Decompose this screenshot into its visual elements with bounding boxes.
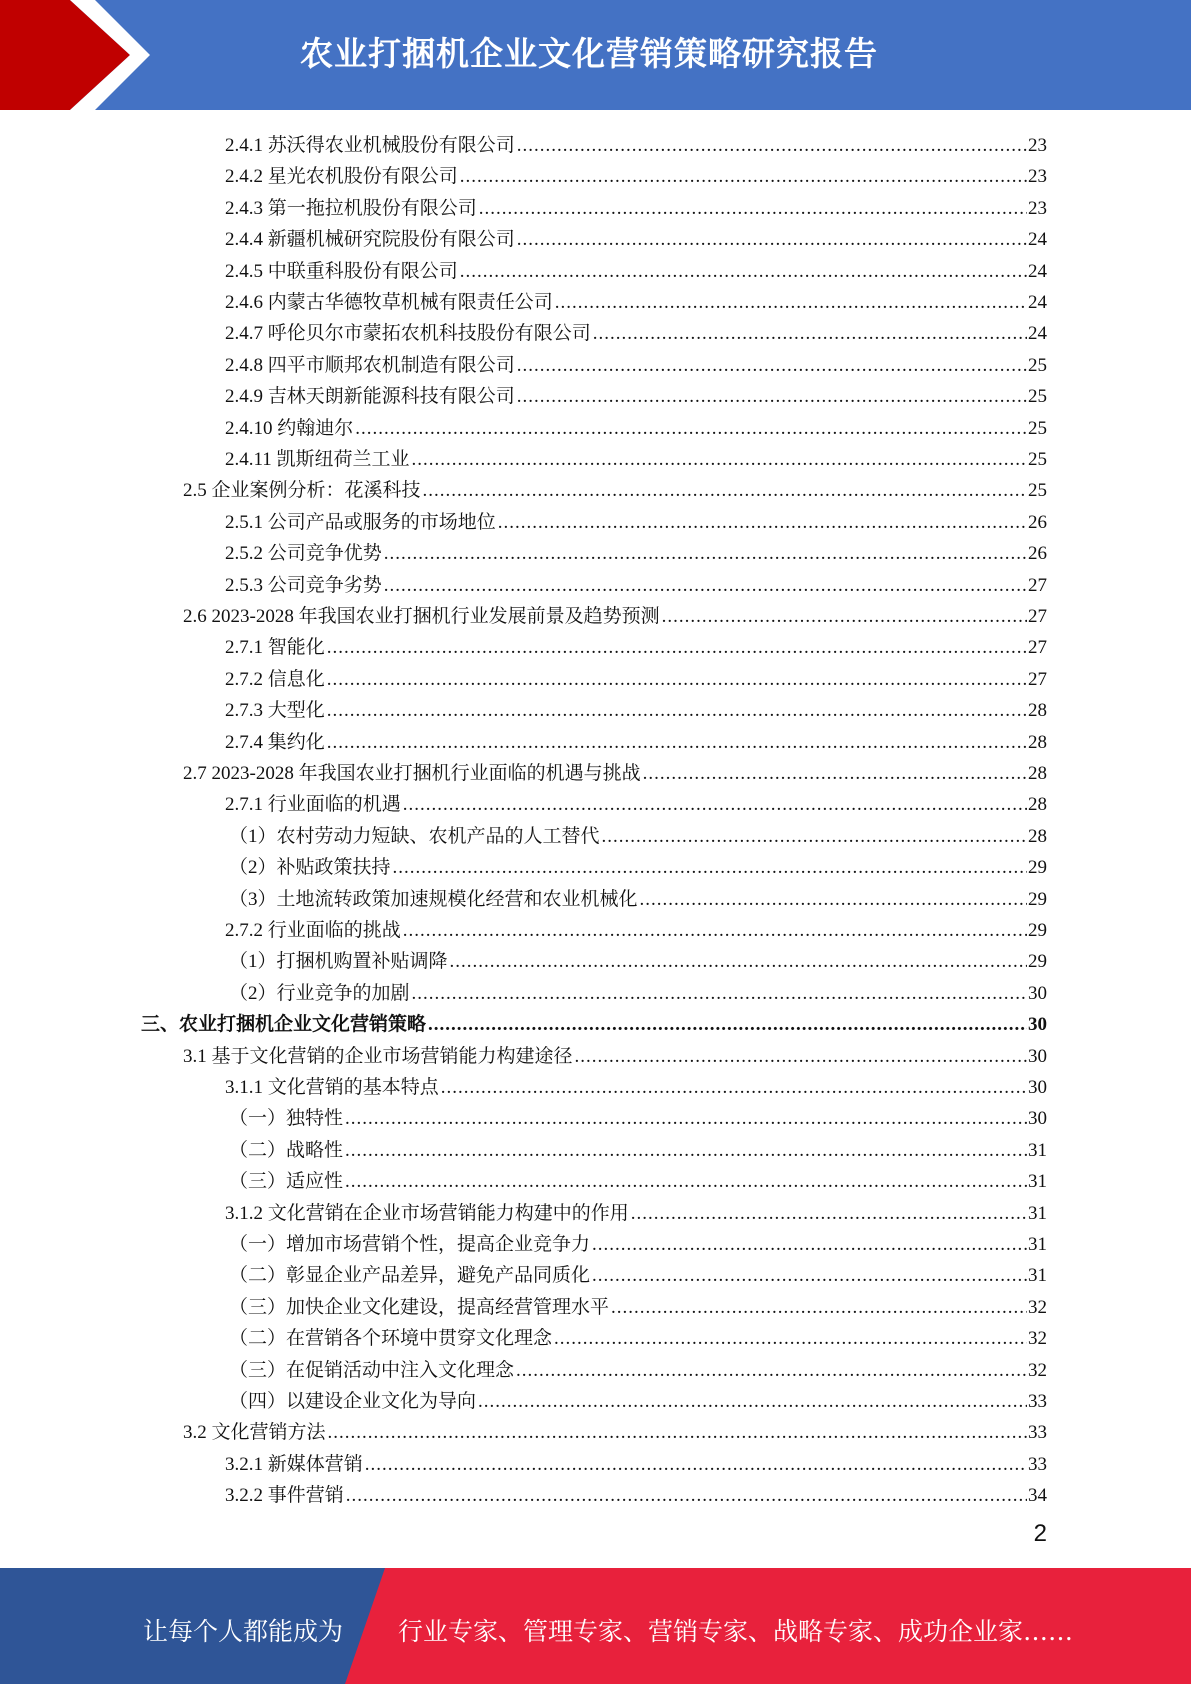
toc-dot-leader — [393, 856, 1027, 880]
toc-entry-title: （1）农村劳动力短缺、农机产品的人工替代 — [229, 826, 600, 847]
toc-entry-page: 25 — [1028, 480, 1047, 501]
toc-entry-page: 24 — [1028, 323, 1047, 344]
toc-dot-leader — [554, 1327, 1027, 1351]
toc-entry-page: 29 — [1028, 889, 1047, 910]
toc-entry-page: 32 — [1028, 1297, 1047, 1318]
toc-entry-title: （1）打捆机购置补贴调降 — [229, 951, 448, 972]
toc-entry-page: 30 — [1028, 983, 1047, 1004]
toc-entry-page: 30 — [1028, 1014, 1047, 1035]
toc-entry-title: （一）增加市场营销个性，提高企业竞争力 — [229, 1234, 591, 1255]
toc-entry-page: 33 — [1028, 1391, 1047, 1412]
toc-dot-leader — [345, 1170, 1027, 1194]
toc-entry[interactable] — [183, 1038, 1047, 1069]
toc-entry-title: 2.7.1 智能化 — [225, 637, 325, 658]
toc-entry-title: 2.7.2 行业面临的挑战 — [225, 920, 401, 941]
toc-entry-page: 27 — [1028, 669, 1047, 690]
toc-entry-page: 27 — [1028, 637, 1047, 658]
toc-entry-page: 33 — [1028, 1454, 1047, 1475]
toc-entry[interactable] — [225, 410, 1047, 441]
toc-entry[interactable] — [229, 1383, 1047, 1414]
page-number: 2 — [1033, 1520, 1047, 1547]
toc-entry-title: 3.2 文化营销方法 — [183, 1422, 326, 1443]
toc-entry[interactable] — [225, 661, 1047, 692]
toc-entry[interactable] — [229, 1320, 1047, 1351]
toc-dot-leader — [384, 574, 1027, 598]
toc-entry-title: （四）以建设企业文化为导向 — [229, 1391, 477, 1412]
page-footer — [0, 1568, 1191, 1684]
toc-dot-leader — [517, 228, 1027, 252]
page-header — [0, 0, 1191, 110]
toc-entry[interactable] — [183, 472, 1047, 503]
toc-entry-page: 29 — [1028, 951, 1047, 972]
footer-slogan-left: 让每个人都能成为 — [143, 1617, 344, 1646]
toc-entry-title: 2.5.2 公司竞争优势 — [225, 543, 382, 564]
toc-entry-title: 3.2.1 新媒体营销 — [225, 1454, 363, 1475]
toc-entry[interactable] — [229, 849, 1047, 880]
toc-entry-title: 2.4.7 呼伦贝尔市蒙拓农机科技股份有限公司 — [225, 323, 591, 344]
toc-entry-title: 2.6 2023-2028 年我国农业打捆机行业发展前景及趋势预测 — [183, 606, 660, 627]
toc-entry-title: 2.5.3 公司竞争劣势 — [225, 575, 382, 596]
toc-dot-leader — [355, 417, 1027, 441]
toc-dot-leader — [328, 1421, 1027, 1445]
toc-entry-page: 31 — [1028, 1234, 1047, 1255]
toc-entry-title: 2.4.4 新疆机械研究院股份有限公司 — [225, 229, 515, 250]
toc-dot-leader — [327, 699, 1027, 723]
toc-entry-page: 32 — [1028, 1360, 1047, 1381]
toc-dot-leader — [428, 1013, 1027, 1037]
toc-entry-title: （三）在促销活动中注入文化理念 — [229, 1360, 515, 1381]
toc-entry-page: 28 — [1028, 794, 1047, 815]
toc-entry-title: 三、农业打捆机企业文化营销策略 — [141, 1014, 427, 1035]
toc-entry-page: 31 — [1028, 1140, 1047, 1161]
toc-dot-leader — [384, 542, 1027, 566]
toc-dot-leader — [403, 793, 1027, 817]
toc-entry[interactable] — [183, 1414, 1047, 1445]
toc-entry[interactable] — [225, 1069, 1047, 1100]
toc-dot-leader — [412, 982, 1027, 1006]
toc-entry[interactable] — [229, 1100, 1047, 1131]
toc-entry[interactable] — [225, 912, 1047, 943]
toc-entry[interactable] — [225, 504, 1047, 535]
toc-entry[interactable] — [229, 1257, 1047, 1288]
toc-entry[interactable] — [141, 1006, 1047, 1037]
toc-entry-title: 2.7 2023-2028 年我国农业打捆机行业面临的机遇与挑战 — [183, 763, 641, 784]
toc-entry-page: 23 — [1028, 135, 1047, 156]
toc-entry-page: 24 — [1028, 229, 1047, 250]
toc-dot-leader — [346, 1484, 1027, 1508]
toc-entry-page: 27 — [1028, 575, 1047, 596]
toc-dot-leader — [460, 165, 1027, 189]
toc-entry-title: 3.1.1 文化营销的基本特点 — [225, 1077, 439, 1098]
toc-entry-page: 24 — [1028, 261, 1047, 282]
toc-entry-page: 26 — [1028, 543, 1047, 564]
toc-entry-title: 2.7.4 集约化 — [225, 732, 325, 753]
toc-entry[interactable] — [225, 315, 1047, 346]
toc-entry-page: 23 — [1028, 166, 1047, 187]
toc-entry-page: 29 — [1028, 857, 1047, 878]
toc-dot-leader — [460, 260, 1027, 284]
toc-entry[interactable] — [229, 881, 1047, 912]
toc-entry-page: 30 — [1028, 1077, 1047, 1098]
toc-entry[interactable] — [229, 975, 1047, 1006]
toc-dot-leader — [592, 1264, 1027, 1288]
toc-dot-leader — [327, 636, 1027, 660]
toc-entry-page: 33 — [1028, 1422, 1047, 1443]
toc-entry[interactable] — [225, 190, 1047, 221]
toc-dot-leader — [327, 731, 1027, 755]
toc-dot-leader — [423, 479, 1027, 503]
toc-entry-title: 2.4.8 四平市顺邦农机制造有限公司 — [225, 355, 515, 376]
toc-entry-title: 2.5.1 公司产品或服务的市场地位 — [225, 512, 496, 533]
toc-dot-leader — [611, 1296, 1027, 1320]
toc-entry-page: 31 — [1028, 1171, 1047, 1192]
toc-entry[interactable] — [225, 535, 1047, 566]
toc-entry-page: 27 — [1028, 606, 1047, 627]
toc-dot-leader — [662, 605, 1027, 629]
toc-entry-page: 29 — [1028, 920, 1047, 941]
toc-dot-leader — [450, 950, 1027, 974]
toc-dot-leader — [327, 668, 1027, 692]
toc-entry-page: 28 — [1028, 700, 1047, 721]
toc-entry-title: （二）在营销各个环境中贯穿文化理念 — [229, 1328, 553, 1349]
toc-entry[interactable] — [225, 1195, 1047, 1226]
toc-entry-page: 23 — [1028, 198, 1047, 219]
toc-entry-title: 2.5 企业案例分析：花溪科技 — [183, 480, 421, 501]
toc-entry-page: 31 — [1028, 1265, 1047, 1286]
toc-entry[interactable] — [225, 1477, 1047, 1508]
toc-entry-page: 28 — [1028, 763, 1047, 784]
toc-dot-leader — [441, 1076, 1027, 1100]
toc-entry[interactable] — [229, 1352, 1047, 1383]
toc-entry-title: （二）战略性 — [229, 1140, 344, 1161]
toc-entry-title: （3）土地流转政策加速规模化经营和农业机械化 — [229, 889, 638, 910]
toc-entry[interactable] — [229, 943, 1047, 974]
toc-dot-leader — [517, 134, 1027, 158]
toc-entry-title: （二）彰显企业产品差异，避免产品同质化 — [229, 1265, 591, 1286]
toc-dot-leader — [516, 1359, 1027, 1383]
toc-entry-page: 24 — [1028, 292, 1047, 313]
toc-dot-leader — [593, 322, 1027, 346]
toc-entry-page: 25 — [1028, 418, 1047, 439]
toc-entry-title: 2.4.2 星光农机股份有限公司 — [225, 166, 458, 187]
toc-entry-title: 2.4.3 第一拖拉机股份有限公司 — [225, 198, 477, 219]
toc-entry-title: （2）行业竞争的加剧 — [229, 983, 410, 1004]
toc-entry[interactable] — [229, 1226, 1047, 1257]
toc-entry[interactable] — [225, 158, 1047, 189]
toc-entry-title: 2.4.10 约翰迪尔 — [225, 418, 354, 439]
toc-entry-title: 2.4.11 凯斯纽荷兰工业 — [225, 449, 410, 470]
toc-dot-leader — [403, 919, 1027, 943]
toc-entry-title: 2.4.6 内蒙古华德牧草机械有限责任公司 — [225, 292, 553, 313]
toc-entry[interactable] — [229, 1163, 1047, 1194]
toc-entry-page: 34 — [1028, 1485, 1047, 1506]
toc-entry[interactable] — [225, 786, 1047, 817]
toc-entry-page: 25 — [1028, 386, 1047, 407]
toc-dot-leader — [365, 1453, 1027, 1477]
toc-entry[interactable] — [225, 347, 1047, 378]
toc-dot-leader — [631, 1202, 1027, 1226]
toc-entry[interactable] — [225, 629, 1047, 660]
toc-entry-page: 30 — [1028, 1108, 1047, 1129]
toc-dot-leader — [517, 354, 1027, 378]
toc-dot-leader — [592, 1233, 1027, 1257]
toc-entry-title: （三）加快企业文化建设，提高经营管理水平 — [229, 1297, 610, 1318]
toc-entry-page: 26 — [1028, 512, 1047, 533]
toc-entry[interactable] — [225, 1446, 1047, 1477]
toc-entry-title: 2.7.2 信息化 — [225, 669, 325, 690]
toc-entry-title: 3.2.2 事件营销 — [225, 1485, 344, 1506]
toc-dot-leader — [498, 511, 1027, 535]
toc-entry[interactable] — [225, 127, 1047, 158]
toc-dot-leader — [602, 825, 1027, 849]
toc-entry-title: 2.7.3 大型化 — [225, 700, 325, 721]
toc-entry-page: 30 — [1028, 1046, 1047, 1067]
toc-dot-leader — [345, 1139, 1027, 1163]
toc-dot-leader — [412, 448, 1027, 472]
toc-entry[interactable] — [183, 598, 1047, 629]
toc-entry[interactable] — [225, 692, 1047, 723]
footer-slogan-right: 行业专家、管理专家、营销专家、战略专家、成功企业家…… — [398, 1617, 1074, 1646]
toc-dot-leader — [479, 197, 1027, 221]
toc-entry[interactable] — [225, 253, 1047, 284]
toc-entry[interactable] — [229, 1132, 1047, 1163]
toc-dot-leader — [345, 1107, 1027, 1131]
toc-entry-title: 3.1.2 文化营销在企业市场营销能力构建中的作用 — [225, 1203, 629, 1224]
toc-entry[interactable] — [225, 724, 1047, 755]
toc-dot-leader — [478, 1390, 1027, 1414]
toc-entry-page: 32 — [1028, 1328, 1047, 1349]
toc-entry-page: 28 — [1028, 826, 1047, 847]
toc-entry-title: （三）适应性 — [229, 1171, 344, 1192]
toc-entry-page: 28 — [1028, 732, 1047, 753]
toc-entry-page: 25 — [1028, 355, 1047, 376]
toc-entry-page: 25 — [1028, 449, 1047, 470]
toc-entry-title: 3.1 基于文化营销的企业市场营销能力构建途径 — [183, 1046, 573, 1067]
toc-dot-leader — [575, 1045, 1027, 1069]
toc-entry[interactable] — [225, 441, 1047, 472]
toc-entry[interactable] — [229, 1289, 1047, 1320]
toc-entry-title: （2）补贴政策扶持 — [229, 857, 391, 878]
toc-entry-page: 31 — [1028, 1203, 1047, 1224]
toc-entry-title: 2.4.1 苏沃得农业机械股份有限公司 — [225, 135, 515, 156]
toc-entry[interactable] — [225, 284, 1047, 315]
toc-dot-leader — [555, 291, 1027, 315]
toc-dot-leader — [517, 385, 1027, 409]
toc-entry[interactable] — [225, 221, 1047, 252]
toc-entry-title: （一）独特性 — [229, 1108, 344, 1129]
toc-entry[interactable] — [225, 378, 1047, 409]
report-title: 农业打捆机企业文化营销策略研究报告 — [300, 34, 878, 73]
toc-entry-title: 2.7.1 行业面临的机遇 — [225, 794, 401, 815]
toc-entry-title: 2.4.5 中联重科股份有限公司 — [225, 261, 458, 282]
toc-entry[interactable] — [229, 818, 1047, 849]
toc-dot-leader — [643, 762, 1027, 786]
toc-dot-leader — [640, 888, 1027, 912]
toc-entry[interactable] — [183, 755, 1047, 786]
toc-entry[interactable] — [225, 567, 1047, 598]
toc-entry-title: 2.4.9 吉林天朗新能源科技有限公司 — [225, 386, 515, 407]
